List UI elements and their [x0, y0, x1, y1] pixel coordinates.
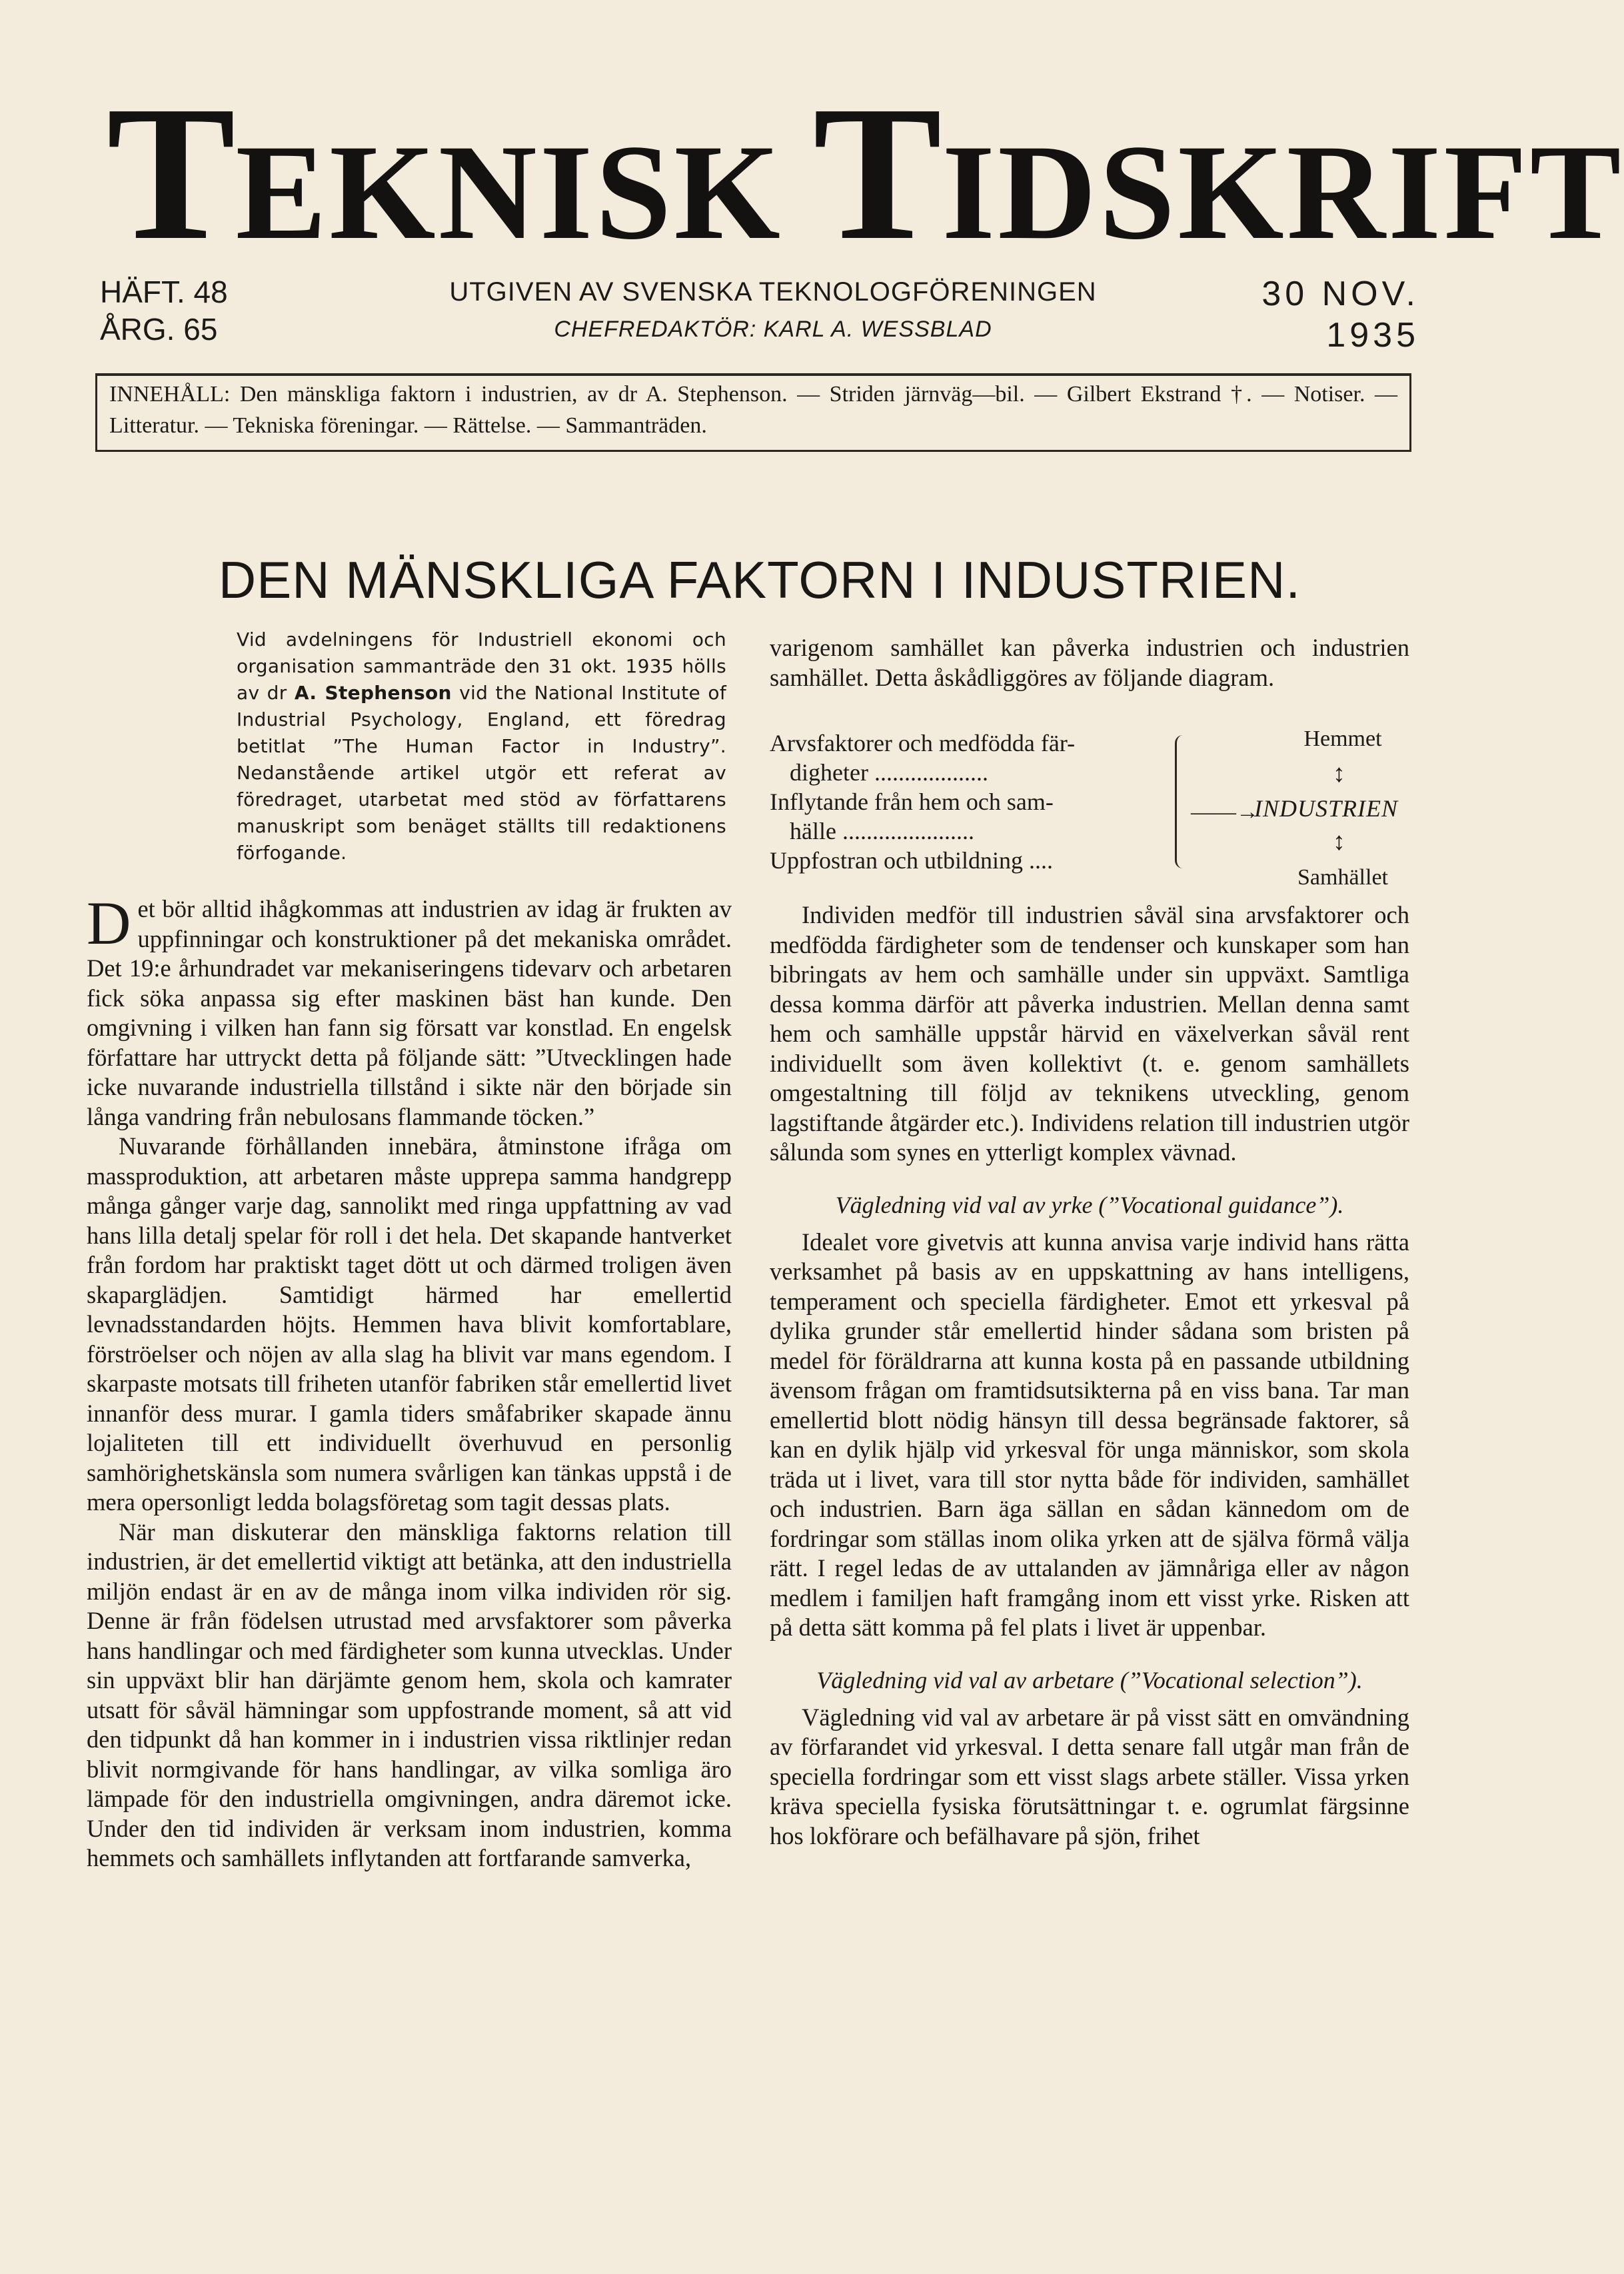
volume-number: ÅRG. 65: [100, 312, 218, 347]
issue-info: [100, 273, 228, 348]
issue-date: [1173, 273, 1419, 356]
masthead-word-teknisk: TEKNISK: [107, 66, 783, 280]
section-heading: Vägledning vid val av yrke (”Vocational guidance”).: [835, 1191, 1344, 1218]
drop-cap: D: [87, 889, 131, 957]
brace-icon: [1175, 735, 1192, 868]
publisher-info: [400, 273, 1146, 348]
section-heading: Vägledning vid val av arbetare (”Vocational selection”).: [816, 1666, 1363, 1694]
double-arrow-icon: ↕: [1333, 760, 1345, 788]
diagram-factor: Uppfostran och utbildning ....: [770, 847, 1053, 874]
issue-year: 1935: [1326, 316, 1419, 355]
diagram-factor: Arvsfaktorer och medfödda fär-: [770, 730, 1076, 756]
table-of-contents: INNEHÅLL: Den mänskliga faktorn i industrien, av dr A. Stephenson. — Striden järnväg—bil. — Gilbert Ekstrand †. — Notiser. — Litteratur. — Tekniska föreningar. — Rättelse. — Sammanträden.: [95, 373, 1411, 452]
double-arrow-icon: ↕: [1333, 828, 1345, 856]
publisher-line: UTGIVEN AV SVENSKA TEKNOLOGFÖRENINGEN: [449, 277, 1097, 307]
author-name: A. Stephenson: [294, 682, 452, 704]
article-body-right: [770, 633, 1409, 1851]
paragraph: Nuvarande förhållanden innebära, åtminstone ifråga om massproduktion, att arbetaren måste upprepa samma handgrepp många gånger varje dag, sannolikt med ringa uppfattning av vad hans lilla detalj spelar för roll i det hela. Det skapande hantverket från fordom har praktiskt taget dött ut och därmed troligen även skaparglädjen. Samtidigt härmed har emellertid levnadsstandarden höjts. Hemmen hava blivit komfortablare, förströelser och nöjen av alla slag ha blivit var mans egendom. I skarpaste motsats till friheten utanför fabriken står emellertid livet innanför dess murar. I gamla tiders småfabriker skapade ännu lojaliteten till ett individuellt överhuvud en personlig samhörighetskänsla som numera svårligen kan tänkas uppstå i de mera opersonligt ledda bolagsföretag som tagit dessas plats.: [87, 1132, 732, 1516]
article-body-left: [87, 889, 732, 1873]
article-title: DEN MÄNSKLIGA FAKTORN I INDUSTRIEN.: [218, 551, 1301, 609]
masthead-word-tidskrift: TIDSKRIFT: [813, 66, 1624, 280]
article-intro: Vid avdelningens för Industriell ekonomi och organisation sammanträde den 31 okt. 1935 hölls av dr A. Stephenson vid the National Institute of Industrial Psychology, England, ett föredrag betitlat ”The Human Factor in Industry”. Nedanstående artikel utgör ett referat av föredraget, utarbetat med stöd av författarens manuskript som benäget ställts till redaktionens förfogande.: [237, 628, 726, 864]
diagram-node-society: Samhället: [1297, 865, 1388, 890]
paragraph: Idealet vore givetvis att kunna anvisa varje individ hans rätta verksamhet på basis av en uppskattning av hans intelligens, temperament och speciella färdigheter. Emot ett yrkesval på dylika grunder står emellertid hinder sådana som bristen på medel för föräldrarna att kunna kosta på en passande utbildning ävensom frågan om framtidsutsikterna på en viss bana. Tar man emellertid blott nödig hänsyn till dessa begränsade faktorer, så kan en dylik hjälp vid yrkesval för unga människor, som skola träda ut i livet, vara till stor nytta både för individen, samhället och industrien. Barn äga sällan en sådan kännedom om de fordringar som ställas inom olika yrken att de själva förmå välja rätt. I regel ledas de av uttalanden av jämnåriga eller av någon medlem i familjen haft framgång inom ett visst yrke. Risken att på detta sätt komma på fel plats i livet är uppenbar.: [770, 1228, 1409, 1641]
paragraph: varigenom samhället kan påverka industrien och industrien samhället. Detta åskådliggöres av följande diagram.: [770, 634, 1409, 691]
paragraph: Individen medför till industrien såväl sina arvsfaktorer och medfödda färdigheter som de tendenser och kunskaper som han bibringats av hem och samhälle under sin uppväxt. Samtliga dessa komma därför att påverka industrien. Mellan denna samt hem och samhälle uppstår härvid en växelverkan såväl rent individuellt som även kollektivt (t. e. genom samhällets omgestaltning till följd av teknikens utveckling, genom lagstiftande åtgärder etc.). Individens relation till industrien utgör sålunda som synes en ytterligt komplex vävnad.: [770, 901, 1409, 1166]
diagram-node-industry: INDUSTRIEN: [1254, 795, 1398, 822]
issue-number: HÄFT. 48: [100, 275, 228, 309]
diagram-factor: hälle ......................: [790, 818, 974, 844]
right-column: [770, 633, 1409, 1851]
paragraph: När man diskuterar den mänskliga faktorns relation till industrien, är det emellertid viktigt att betänka, att den industriella miljön endast är en av de många inom vilka individen rör sig. Denne är från födelsen utrustad med arvsfaktorer som påverka hans handlingar och med färdigheter som kunna utvecklas. Under sin uppväxt blir han därjämte genom hem, skola och kamrater utsatt för såväl hämningar som uppfostrande moment, så att vid den tidpunkt då han kommer in i industrien vissa riktlinjer redan blivit normgivande för hans handlingar, av vilka somliga äro lämpade för den industriella omgivningen, andra däremot icke. Under den tid individen är verksam inom industrien, komma hemmets och samhällets inflytanden att fortfarande samverka,: [87, 1518, 732, 1871]
left-column: [87, 626, 732, 1873]
diagram-factor: Inflytande från hem och sam-: [770, 788, 1054, 815]
influence-diagram: [770, 696, 1409, 890]
paragraph: Det bör alltid ihågkommas att industrien av idag är frukten av uppfinningar och konstruktioner på det mekaniska området. Det 19:e århundradet var mekaniseringens tidevarv och arbetaren fick söka anpassa sig efter maskinen bäst han kunde. Den omgivning i vilken han fann sig försatt var konstlad. En engelsk författare har uttryckt detta på följande sätt: ”Utvecklingen hade icke nuvarande industriella tillstånd i sikte när den började sin långa vandring från nebulosans flammande töcken.”: [87, 889, 732, 1130]
arrow-right-icon: ——→: [1191, 800, 1259, 824]
masthead: [100, 66, 1624, 280]
issue-day-month: 30 NOV.: [1261, 275, 1419, 313]
diagram-factor: digheter ...................: [790, 759, 988, 786]
editor-line: CHEFREDAKTÖR: KARL A. WESSBLAD: [554, 317, 992, 342]
diagram-node-home: Hemmet: [1303, 726, 1382, 751]
paragraph: Vägledning vid val av arbetare är på visst sätt en omvändning av förfarandet vid yrkesval. I detta senare fall utgår man från de speciella fordringar som ett visst slags arbete ställer. Vissa yrken kräva speciella fysiska förutsättningar t. e. ogrumlat färgsinne hos lokförare och befälhavare på sjön, frihet: [770, 1703, 1409, 1849]
diagram-factors: [770, 728, 1156, 875]
